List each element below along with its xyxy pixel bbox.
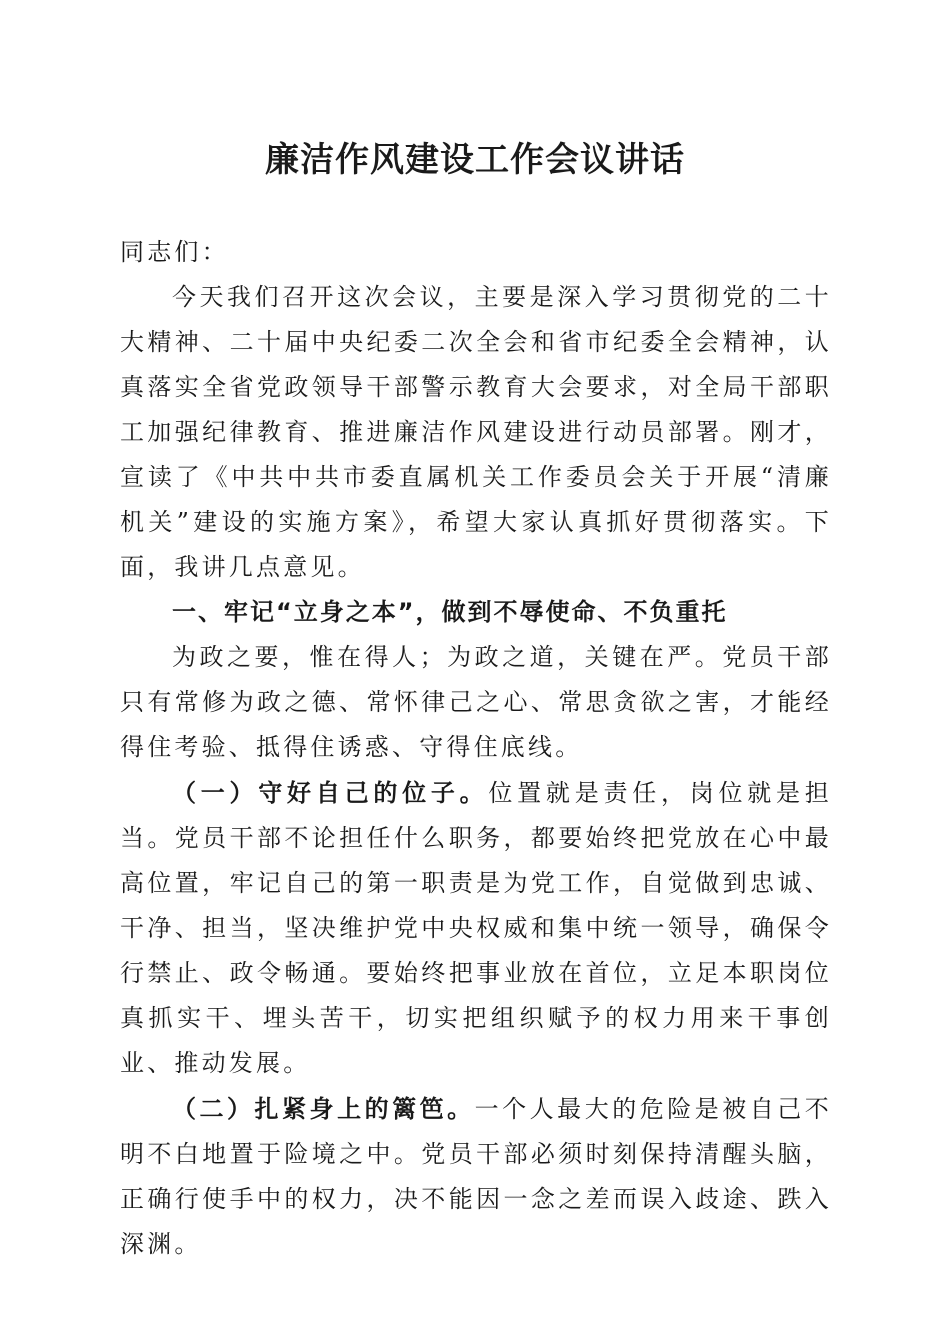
point-2-text: 一个人最大的危险是被自己不明不白地置于险境之中。党员干部必须时刻保持清醒头脑，正确行使手中的权力，决不能因一念之差而误入歧途、跌入深渊。 xyxy=(120,1095,832,1258)
document-body xyxy=(120,230,832,1267)
document-title: 廉洁作风建设工作会议讲话 xyxy=(265,140,685,180)
section-1-lead-paragraph: 为政之要，惟在得人；为政之道，关键在严。党员干部只有常修为政之德、常怀律己之心、常思贪欲之害，才能经得住考验、抵得住诱惑、守得住底线。 xyxy=(120,643,832,761)
point-2-title: （二）扎紧身上的篱笆。 xyxy=(172,1094,475,1123)
point-1-text: 位置就是责任，岗位就是担当。党员干部不论担任什么职务，都要始终把党放在心中最高位置，牢记自己的第一职责是为党工作，自觉做到忠诚、干净、担当，坚决维护党中央权威和集中统一领导，确保令行禁止、政令畅通。要始终把事业放在首位，立足本职岗位真抓实干、埋头苦干，切实把组织赋予的权力用来干事创业、推动发展。 xyxy=(120,779,833,1077)
point-2-paragraph xyxy=(120,1086,832,1267)
salutation: 同志们： xyxy=(120,238,229,266)
point-1-paragraph xyxy=(120,770,832,1086)
point-1-title: （一）守好自己的位子。 xyxy=(172,778,489,807)
intro-paragraph: 今天我们召开这次会议，主要是深入学习贯彻党的二十大精神、二十届中央纪委二次全会和省市纪委全会精神，认真落实全省党政领导干部警示教育大会要求，对全局干部职工加强纪律教育、推进廉洁作风建设进行动员部署。刚才，宣读了《中共中共市委直属机关工作委员会关于开展“清廉机关”建设的实施方案》，希望大家认真抓好贯彻落实。下面，我讲几点意见。 xyxy=(120,283,832,581)
section-heading-1: 一、牢记“立身之本”，做到不辱使命、不负重托 xyxy=(172,598,728,626)
